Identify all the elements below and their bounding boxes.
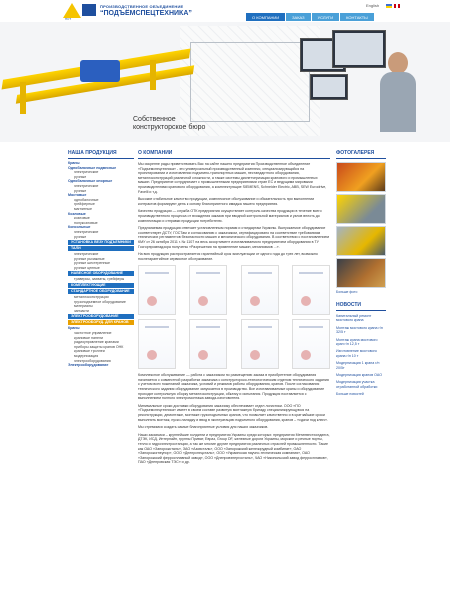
main-nav bbox=[246, 13, 375, 21]
sidebar-item[interactable]: электрические bbox=[74, 183, 99, 188]
quality-control-paragraph: Качество продукции — служба ОТК предприятия осуществляет контроль качества продукции в течение всего производственного процесса от вхождения заказов при вводной контрольной материалов и узлов вплоть до комплектации и отправки продукции потребителю. bbox=[138, 209, 322, 223]
sidebar-item[interactable]: козловые bbox=[74, 216, 90, 221]
sidebar-item[interactable]: ручные bbox=[74, 188, 87, 193]
ukraine-flag-icon[interactable] bbox=[386, 4, 392, 8]
sidebar-item[interactable]: ручные шестеренные bbox=[74, 261, 111, 266]
news-item[interactable]: Модернизация 1 крана г/п 20/5т bbox=[336, 361, 380, 370]
sidebar-item[interactable]: модернизация электрооборудования bbox=[74, 354, 111, 363]
sidebar-item[interactable]: Электрооборудование bbox=[68, 363, 109, 368]
sidebar-item[interactable]: Краны bbox=[68, 161, 80, 165]
certificate-thumbnail[interactable] bbox=[241, 265, 279, 315]
certificate-thumbnail[interactable] bbox=[241, 319, 279, 369]
sidebar-item[interactable]: ТАЛИ bbox=[68, 246, 134, 251]
sidebar-item[interactable]: ЭЛЕКТРООБОРУД. ДЛЯ КРАНОВ bbox=[68, 320, 134, 325]
monitor-image bbox=[332, 30, 386, 68]
aspiration-paragraph: Мы стремимся создать самые благоприятные условия для наших заказчиков. bbox=[138, 425, 269, 430]
sidebar-item[interactable]: ручные bbox=[74, 174, 87, 179]
sidebar-item[interactable]: УСТАНОВКА ВЕЗУ ПОДЪЕМНИКИ bbox=[68, 240, 134, 245]
gallery-title: ФОТОГАЛЕРЕЯ bbox=[336, 148, 386, 159]
news-item[interactable]: Монтаж крана мостового кран г/п 12,5 т bbox=[336, 337, 378, 347]
service-paragraph: Комплексное обслуживание — работа с заказчиком по размещению заказа в приобретение оборудования начинается с совместной разработки заказчика с конструкторско-технологическим отделом технического задания с учетом всех пожеланий заказчика, условий и режимов работы оборудования, кранов. После согласования технического задания оборудование запускается в производство. Все изготавливаемые краны и оборудование проходят контрольную сборку металлоконструкции, обкатку и испытания. Продукция поставляется с выполнением полного электромонтажа завода-изготовителя. bbox=[138, 373, 329, 401]
sidebar-item[interactable]: Краны bbox=[68, 326, 80, 331]
sidebar-item[interactable]: Козловые bbox=[68, 211, 86, 216]
sidebar-item[interactable]: ручные рычажные bbox=[74, 256, 105, 261]
crane-leg-image bbox=[20, 82, 26, 114]
certificates-row bbox=[138, 319, 330, 369]
sidebar-item[interactable]: Однобалочные опорные bbox=[68, 179, 113, 184]
blueprint-frame bbox=[190, 42, 310, 122]
sidebar-item[interactable]: приборы защиты кранов ОНК bbox=[74, 344, 124, 349]
nav-item[interactable]: КОНТАКТЫ bbox=[340, 13, 374, 21]
certificate-thumbnail[interactable] bbox=[189, 265, 227, 315]
nav-item[interactable]: ЗАКАЗ bbox=[286, 13, 310, 21]
gallery-photo[interactable] bbox=[336, 258, 386, 288]
right-column bbox=[336, 148, 386, 402]
logo-triangle-icon[interactable] bbox=[63, 3, 81, 18]
sidebar-item[interactable]: металлоконструкции bbox=[74, 295, 109, 300]
sidebar-item[interactable]: ручные цепные bbox=[74, 265, 100, 270]
standards-paragraph: Предлагаемая продукция отвечает установленным нормам и стандартам Украины. Выпускаемое оборудование соответствует ДСТУ, ГОСТам и согласованию с заказчиком, сертифицировано на соответствие требованиям технических регламентов безопасности машин и механического оборудования. В соответствии с постановлением КМУ от 26 октября 2011 г. № 1107 на весь ассортимент изготавливаемого предприятием оборудования в ТУ Госгорпромнадзора получены «Разрешения на применение машин, механизмов ...». bbox=[138, 226, 329, 249]
certificate-thumbnail[interactable] bbox=[292, 265, 330, 315]
crane-leg-image bbox=[150, 60, 156, 90]
news-item[interactable]: Капитальный ремонт мостового крана bbox=[336, 314, 372, 323]
sidebar-title: НАША ПРОДУКЦИЯ bbox=[68, 148, 134, 159]
sidebar-item[interactable]: крановые троллеи bbox=[74, 349, 105, 354]
sidebar-item[interactable]: однобалочные bbox=[74, 197, 99, 202]
page-title: О КОМПАНИИ bbox=[138, 148, 330, 159]
gallery-photo[interactable] bbox=[336, 226, 386, 256]
site-header bbox=[0, 0, 450, 22]
sidebar-item[interactable]: НАВЕСНОЕ ОБОРУДОВАНИЕ bbox=[68, 271, 134, 276]
sidebar-item[interactable]: электрические bbox=[74, 229, 99, 234]
certificate-thumbnail[interactable] bbox=[189, 319, 227, 369]
crane-hoist-image bbox=[80, 60, 120, 82]
language-link[interactable]: English bbox=[366, 3, 380, 8]
sidebar-item[interactable]: Консольные bbox=[68, 225, 91, 230]
product-sidebar bbox=[68, 148, 134, 368]
sidebar-item[interactable]: грейферные bbox=[74, 202, 95, 207]
certificate-thumbnail[interactable] bbox=[138, 319, 176, 369]
sidebar-item[interactable]: запчасти bbox=[74, 308, 89, 313]
nav-item[interactable]: О КОМПАНИИ bbox=[246, 13, 285, 21]
news-list bbox=[336, 314, 386, 389]
sidebar-item[interactable]: СТАНДАРТНОЕ ОБОРУДОВАНИЕ bbox=[68, 289, 134, 294]
nav-item[interactable]: УСЛУГИ bbox=[312, 13, 340, 21]
gallery-more-link[interactable]: Больше фото bbox=[336, 290, 358, 294]
england-flag-icon[interactable] bbox=[394, 4, 400, 8]
intro-paragraph: Мы искренне рады приветствовать Вас на сайте нашего предприятия Производственное объединение «Подъемспецтехника» - это универсальный производственный комплекс, специализирующийся на проектировании и изготовлении подъемно-транспортных машин, нестандартного оборудования, металлоконструкций различной сложности, а также системы диспетчеризации кранового и промышленных машин. Предприятие сотрудничает с промышленными предприятиями стран ЕС и ведущими мировыми производителями кранового оборудования, а комплектующие SIEMENS, Schneider Electric, ABB, SEW Eurodrive, Favelli и т.д. bbox=[138, 162, 327, 194]
logo-sub: ПСТ bbox=[65, 17, 72, 21]
sidebar-list bbox=[68, 161, 134, 368]
gallery-photo[interactable] bbox=[336, 162, 386, 192]
quality-paragraph: Высокие стабильное качество продукции, комплексное обслуживание и обязательность при выполнении контрактов формируют день к основу благоприятного имиджа нашего предприятия. bbox=[138, 197, 315, 206]
certificate-thumbnail[interactable] bbox=[138, 265, 176, 315]
gallery-photo[interactable] bbox=[336, 194, 386, 224]
sidebar-item[interactable]: электрические bbox=[74, 252, 99, 257]
logo-line1: ПРОИЗВОДСТВЕННОЕ ОБЪЕДИНЕНИЕ bbox=[100, 4, 184, 9]
hero-banner bbox=[0, 22, 450, 142]
logo-mark-icon[interactable] bbox=[82, 4, 96, 16]
sidebar-item[interactable]: крановые панели bbox=[74, 335, 103, 340]
logo-line2: “ПОДЪЁМСПЕЦТЕХНИКА” bbox=[100, 10, 192, 17]
sidebar-item[interactable]: ручные bbox=[74, 234, 87, 239]
main-content bbox=[138, 148, 330, 468]
news-more-link[interactable]: Больше новостей bbox=[336, 392, 364, 397]
news-title: НОВОСТИ bbox=[336, 300, 386, 311]
sidebar-item[interactable]: грузоподъемное оборудование bbox=[74, 299, 126, 304]
hero-caption: Собственное конструкторское бюро bbox=[133, 116, 206, 131]
sidebar-item[interactable]: Однобалочные подвесные bbox=[68, 165, 117, 170]
engineer-photo bbox=[380, 52, 416, 132]
news-item[interactable]: Модернизация кранов ОАО bbox=[336, 373, 382, 378]
sidebar-item[interactable]: материалы bbox=[74, 304, 93, 309]
sidebar-item[interactable]: электрические bbox=[74, 170, 99, 175]
sidebar-item[interactable]: траверсы, захваты, грейферы bbox=[74, 277, 125, 282]
clients-paragraph: Наши заказчики – крупнейшие холдинги и предприятия Украины среди которых: предприятия Метинвестхолдинга, ДТЭК, ИСД, Интерпайп, группы Приват, Евраз, Group DF, железные дороги Украины, морские и речные порты, тепло и гидроэлектростанции, а так же многие другие предприятия различных отраслей промышленности. Такие как ОАО «Запорожсталь», ЗАО «Азовсталь», ООО «Запорожский железорудный комбинат», ОАО «Запорожогнеупор», ООО «Днепрспецсталь», ООО «Украинская научно-техническая компания», ОАО «Запорожский ферросплавный завод», ООО «Днепровэнергосталь», ЧАО «Никопольский завод ферросплавов», ПАО «Днепровская ТЭС» и др. bbox=[138, 432, 330, 465]
sidebar-item[interactable]: полукозловые bbox=[74, 220, 98, 225]
news-item[interactable]: Изготовление мостового крана г/п 10 т bbox=[336, 349, 377, 358]
sidebar-item[interactable]: магнитные bbox=[74, 206, 92, 211]
certificate-thumbnail[interactable] bbox=[292, 319, 330, 369]
sidebar-item[interactable]: радиоуправление кранами bbox=[74, 340, 119, 345]
monitor-image bbox=[310, 74, 348, 100]
sidebar-item[interactable]: ЭЛЕКТРООБОРУДОВАНИЕ bbox=[68, 314, 134, 319]
logistics-paragraph: Минимальные сроки доставки оборудования заказчику обеспечивает отдел логистики. ООО «ПО «Подъемспецтехника» имеет в своем составе развитую монтажную бригаду специализирующуюся на реконструкции, демонтаже, монтаже грузоподъемных кранов, что позволяет качественно и в кратчайшие сроки выполнять монтаж, пуско-наладку и ввод в эксплуатацию подъемного оборудования, кранов – «сдачи под ключ». bbox=[138, 403, 328, 422]
news-item[interactable]: Модернизация участка отработанной обработки bbox=[336, 380, 378, 389]
sidebar-item[interactable]: частотное управление bbox=[74, 331, 112, 336]
warranty-paragraph: На всю продукцию распространяется гарантийный срок эксплуатации от одного года до трех лет, возможно послегарантийное сервисное обслуживание. bbox=[138, 252, 318, 261]
news-item[interactable]: Монтаж мостового крана г/п 32/5 т bbox=[336, 325, 383, 335]
sidebar-item[interactable]: Мостовые bbox=[68, 193, 87, 198]
certificates-row bbox=[138, 265, 330, 315]
sidebar-item[interactable]: КОМПЛЕКТУЮЩИЕ bbox=[68, 283, 134, 288]
